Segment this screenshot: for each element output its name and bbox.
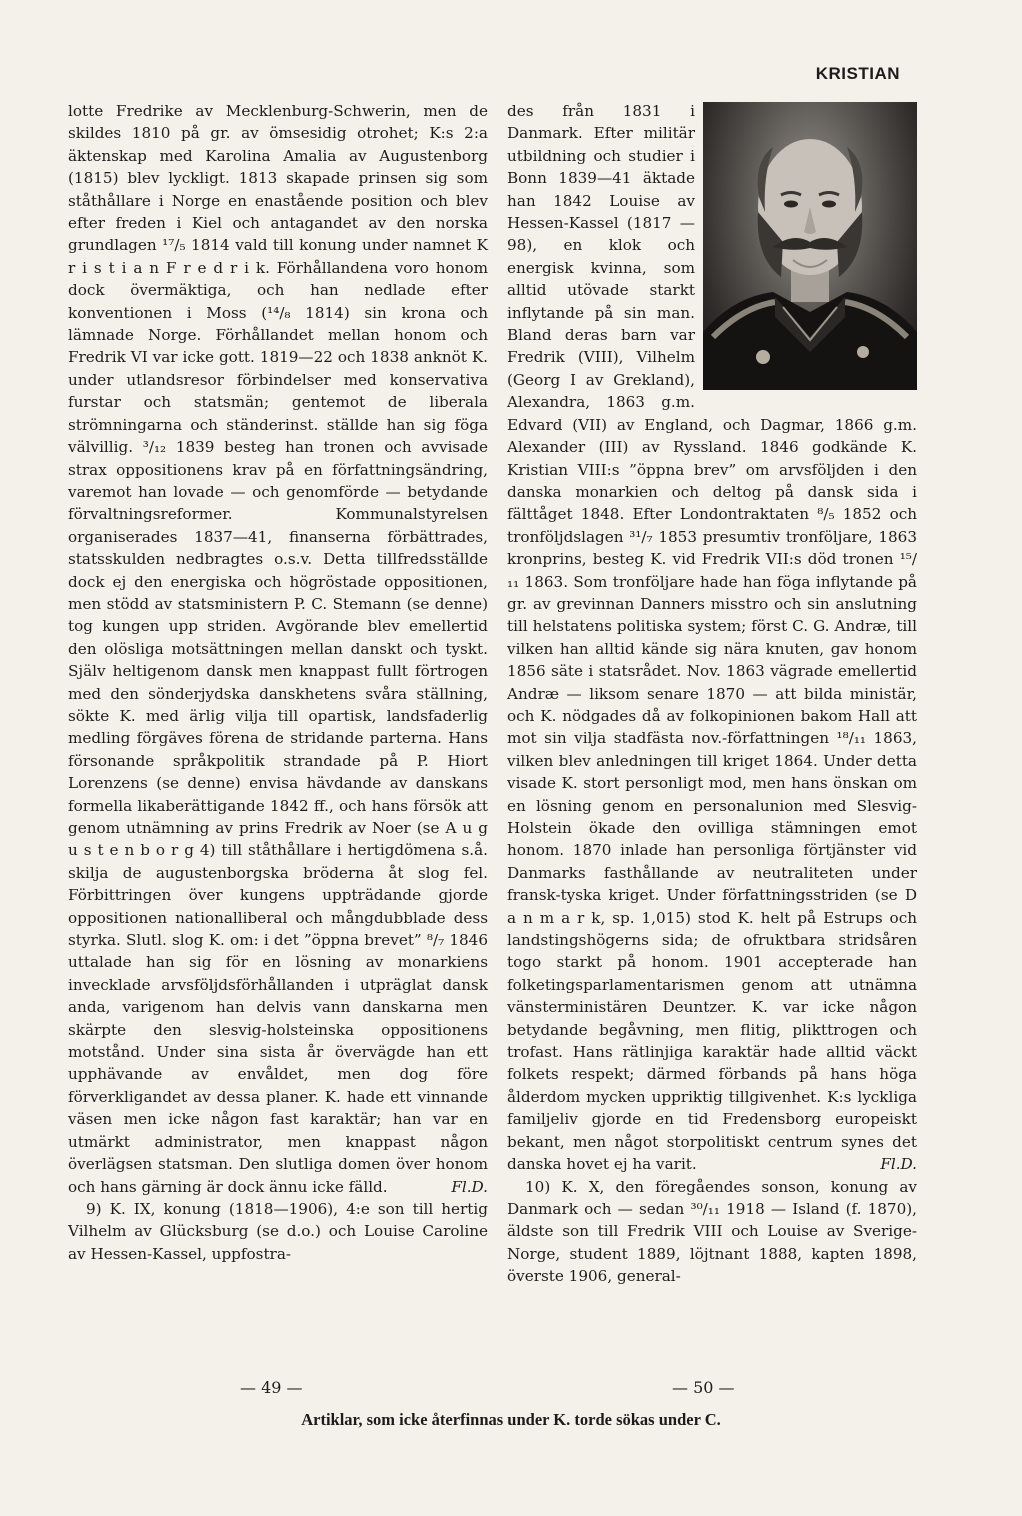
footer-note: Artiklar, som icke återfinnas under K. torde sökas under C. — [301, 1410, 721, 1429]
portrait-figure — [703, 102, 917, 390]
left-paragraph-1 — [68, 100, 488, 1198]
portrait-illustration — [703, 102, 917, 390]
running-head: KRISTIAN — [815, 64, 900, 83]
right-column — [507, 100, 917, 1288]
signature-fld-1: Fl.D. — [451, 1177, 488, 1196]
left-paragraph-1-text: lotte Fredrike av Mecklenburg-Schwerin, men de skildes 1810 på gr. av ömsesidig otrohet; K:s 2:a äktenskap med Karolina Amalia av Augustenborg (1815) blev lyckligt. 1813 skapade prinsen sig som ståthållare i Norge en enastående position och blev efter freden i Kiel och antagandet av den norska grundlagen ¹⁷/₅ 1814 vald till konung under namnet K r i s t i a n F r e d r i k. Förhållandena voro honom dock övermäktiga, och han nedlade efter konventionen i Moss (¹⁴/₈ 1814) sin krona och lämnade Norge. Förhållandet mellan honom och Fredrik VI var icke gott. 1819—22 och 1838 anknöt K. under utlandsresor förbindelser med konservativa furstar och statsmän; gentemot de liberala strömningarna och ständerinst. ställde han sig föga välvillig. ³/₁₂ 1839 besteg han tronen och avvisade strax oppositionens krav på en författningsändring, varemot han lovade — och genomförde — betydande förvaltningsreformer. Kommunalstyrelsen organiserades 1837—41, finanserna förbättrades, statsskulden nedbragtes o.s.v. Detta tillfredsställde dock ej den energiska och högröstade oppositionen, men stödd av statsministern P. C. Stemann (se denne) tog kungen upp striden. Avgörande blev emellertid den olösliga motsättningen mellan danskt och tyskt. Själv heltigenom dansk men knappast fullt förtrogen med den sönderjydska danskhetens svåra ställning, sökte K. med ärlig vilja till opartisk, landsfaderlig medling förgäves förena de stridande parterna. Hans försonande språkpolitik strandade på P. Hiort Lorenzens (se denne) envisa hävdande av danskans formella likaberättigande 1842 ff., och hans försök att genom utnämning av prins Fredrik av Noer (se A u g u s t e n b o r g 4) till ståthållare i hertigdömena s.å. skilja de augustenborgska bröderna åt slog fel. Förbittringen över kungens uppträdande gjorde oppositionen nationalliberal och mångdubblade dess styrka. Slutl. slog K. om: i det ”öppna brevet” ⁸/₇ 1846 uttalade han sig för en lösning av monarkiens invecklade arvsföljdsförhållanden i utpräglat dansk anda, varigenom han delvis vann danskarna men skärpte den slesvig-holsteinska oppositionens motstånd. Under sina sista år övervägde han ett upphävande av envåldet, men dog före förverkligandet av dessa planer. K. hade ett vinnande väsen men icke någon fast karaktär; han var en utmärkt administrator, men knappast någon överlägsen statsman. Den slutliga domen över honom och hans gärning är dock ännu icke fälld. — [68, 102, 488, 1196]
right-paragraph-2: 10) K. X, den föregåendes sonson, konung av Danmark och — sedan ³⁰/₁₁ 1918 — Island (f. 1870), äldste son till Fredrik VIII och Louise av Sverige-Norge, student 1889, löjtnant 1888, kapten 1898, överste 1906, general- — [507, 1177, 917, 1286]
page-number-left: — 49 — — [240, 1378, 303, 1397]
right-paragraph-1-text: des från 1831 i Danmark. Efter militär utbildning och studier i Bonn 1839—41 äktade han 1842 Louise av Hessen-Kassel (1817 —98), en klok och energisk kvinna, som alltid utövade starkt inflytande på sin man. Bland deras barn var Fredrik (VIII), Vilhelm (Georg I av Grekland), Alexandra, 1863 g.m. Edvard (VII) av England, och Dagmar, 1866 g.m. Alexander (III) av Ryssland. 1846 godkände K. Kristian VIII:s ”öppna brev” om arvsföljden i den danska monarkien och deltog på dansk sida i fälttåget 1848. Efter Londontraktaten ⁸/₅ 1852 och tronföljdslagen ³¹/₇ 1853 presumtiv tronföljare, 1863 kronprins, besteg K. vid Fredrik VII:s död tronen ¹⁵/₁₁ 1863. Som tronföljare hade han föga inflytande på gr. av grevinnan Danners misstro och sin anslutning till helstatens politiska system; först C. G. Andræ, till vilken han alltid kände sig nära knuten, gav honom 1856 säte i statsrådet. Nov. 1863 vägrade emellertid Andræ — liksom senare 1870 — att bilda ministär, och K. nödgades då av folkopinionen bakom Hall att mot sin vilja stadfästa nov.-författningen ¹⁸/₁₁ 1863, vilken blev anledningen till kriget 1864. Under detta visade K. stort personligt mod, men hans önskan om en lösning genom en personalunion med Slesvig-Holstein ökade den ovilliga stämningen emot honom. 1870 inlade han personliga förtjänster vid Danmarks fasthållande av neutraliteten under fransk-tyska kriget. Under författningsstriden (se D a n m a r k, sp. 1,015) stod K. helt på Estrups och landstingshögerns sida; de ofruktbara stridsåren togo starkt på honom. 1901 accepterade han folketingsparlamentarismen genom att utnämna vänsterministären Deuntzer. K. var icke någon betydande begåvning, men flitig, plikttrogen och trofast. Hans rätlinjiga karaktär hade alltid väckt folkets respekt; därmed förbands på hans höga ålderdom mycken uppriktig tillgivenhet. K:s lyckliga familjeliv gjorde en tid Fredensborg europeiskt bekant, men något storpolitiskt centrum synes det danska hovet ej ha varit. — [507, 102, 917, 1174]
signature-fld-2: Fl.D. — [880, 1155, 917, 1174]
left-column — [68, 100, 488, 1265]
left-paragraph-2: 9) K. IX, konung (1818—1906), 4:e son till hertig Vilhelm av Glücksburg (se d.o.) och Louise Caroline av Hessen-Kassel, uppfostra- — [68, 1199, 488, 1263]
portrait-photo — [703, 102, 917, 390]
page-number-right: — 50 — — [672, 1378, 735, 1397]
